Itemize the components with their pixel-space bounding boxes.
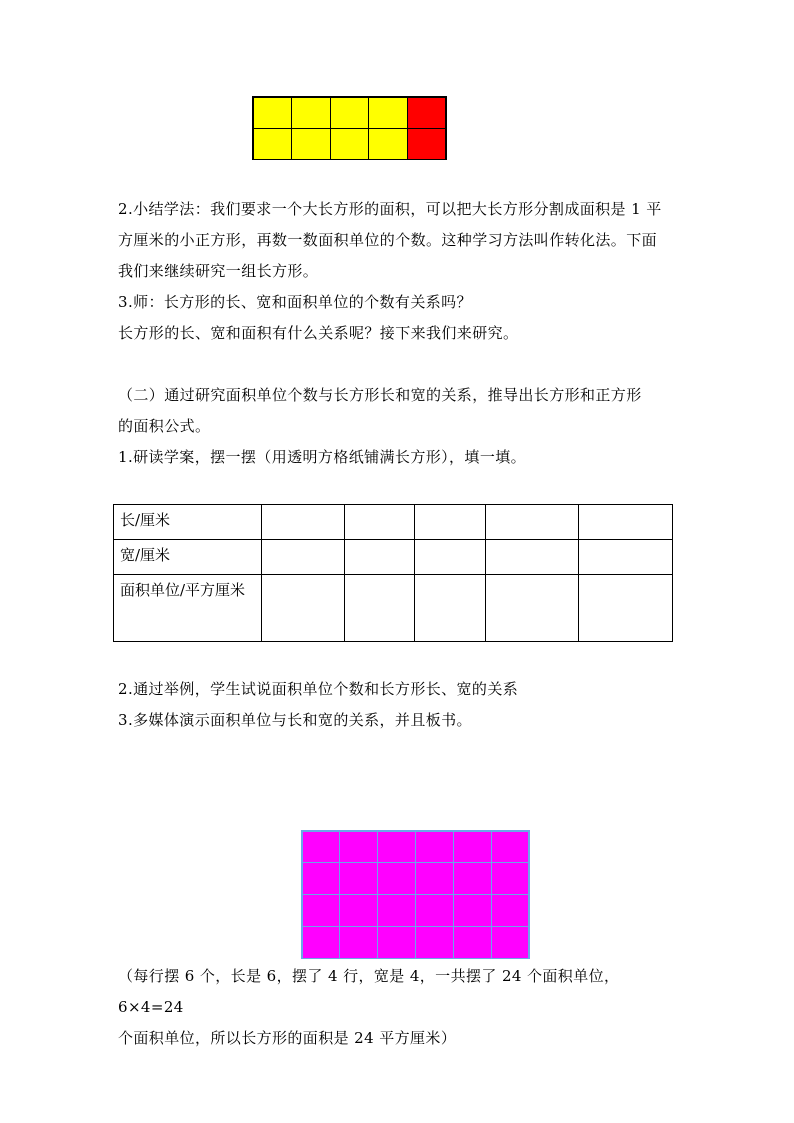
table-cell[interactable]	[344, 575, 415, 642]
magenta-unit-square	[491, 894, 530, 927]
magenta-unit-square	[415, 894, 454, 927]
table-cell[interactable]	[415, 540, 486, 575]
yellow-unit-square	[330, 128, 370, 160]
yellow-unit-square	[291, 128, 331, 160]
table-row-length	[114, 505, 673, 540]
magenta-unit-square	[377, 862, 416, 895]
table-cell[interactable]	[261, 540, 344, 575]
summary-line-3: 我们来继续研究一组长方形。	[118, 262, 319, 280]
caption-block	[118, 961, 678, 1054]
yellow-unit-square	[291, 97, 331, 129]
table-cell[interactable]	[486, 575, 579, 642]
summary-line-1: 2.小结学法：我们要求一个大长方形的面积，可以把大长方形分割成面积是 1 平	[118, 200, 662, 218]
table-cell[interactable]	[579, 505, 673, 540]
magenta-unit-square	[339, 862, 378, 895]
magenta-unit-square	[453, 862, 492, 895]
magenta-unit-square	[453, 894, 492, 927]
section-three-line-1: 2.通过举例，学生试说面积单位个数和长方形长、宽的关系	[118, 680, 519, 698]
magenta-unit-square	[453, 831, 492, 864]
table-row-area	[114, 575, 673, 642]
summary-line-2: 方厘米的小正方形，再数一数面积单位的个数。这种学习方法叫作转化法。下面	[118, 231, 658, 249]
red-unit-square	[407, 97, 447, 129]
row-label-area: 面积单位/平方厘米	[114, 575, 262, 642]
section-two-block	[118, 380, 678, 473]
magenta-unit-square	[302, 926, 341, 959]
caption-line-2: 个面积单位，所以长方形的面积是 24 平方厘米）	[118, 1029, 457, 1047]
magenta-unit-square	[377, 894, 416, 927]
yellow-red-unit-grid	[252, 96, 447, 160]
table-cell[interactable]	[344, 540, 415, 575]
yellow-unit-square	[368, 97, 408, 129]
yellow-unit-square	[330, 97, 370, 129]
magenta-unit-square	[415, 831, 454, 864]
magenta-unit-grid	[301, 830, 530, 959]
table-cell[interactable]	[579, 540, 673, 575]
magenta-unit-square	[302, 862, 341, 895]
magenta-unit-square	[339, 926, 378, 959]
caption-line-1: （每行摆 6 个，长是 6，摆了 4 行，宽是 4，一共摆了 24 个面积单位，6×4=24	[118, 967, 620, 1016]
section-two-line-2: 的面积公式。	[118, 417, 211, 435]
length-width-area-table	[113, 504, 673, 642]
table-cell[interactable]	[486, 505, 579, 540]
magenta-unit-square	[339, 831, 378, 864]
section-two-line-1: （二）通过研究面积单位个数与长方形长和宽的关系，推导出长方形和正方形	[118, 386, 642, 404]
magenta-unit-square	[491, 862, 530, 895]
summary-line-5: 长方形的长、宽和面积有什么关系呢？接下来我们来研究。	[118, 324, 519, 342]
magenta-unit-square	[491, 926, 530, 959]
table-row-width	[114, 540, 673, 575]
table-cell[interactable]	[415, 575, 486, 642]
magenta-unit-square	[415, 862, 454, 895]
row-label-length: 长/厘米	[114, 505, 262, 540]
summary-line-4: 3.师：长方形的长、宽和面积单位的个数有关系吗？	[118, 293, 472, 311]
yellow-unit-square	[368, 128, 408, 160]
magenta-unit-square	[453, 926, 492, 959]
row-label-width: 宽/厘米	[114, 540, 262, 575]
table-cell[interactable]	[261, 575, 344, 642]
magenta-unit-square	[415, 926, 454, 959]
magenta-unit-square	[377, 926, 416, 959]
magenta-unit-square	[302, 831, 341, 864]
yellow-unit-square	[253, 97, 293, 129]
table-cell[interactable]	[579, 575, 673, 642]
magenta-unit-square	[302, 894, 341, 927]
summary-block	[118, 194, 678, 349]
table-cell[interactable]	[486, 540, 579, 575]
yellow-unit-square	[253, 128, 293, 160]
magenta-unit-square	[491, 831, 530, 864]
table-cell[interactable]	[344, 505, 415, 540]
red-unit-square	[407, 128, 447, 160]
table-cell[interactable]	[415, 505, 486, 540]
section-three-line-2: 3.多媒体演示面积单位与长和宽的关系，并且板书。	[118, 711, 472, 729]
section-three-block	[118, 674, 678, 736]
magenta-unit-square	[377, 831, 416, 864]
table-cell[interactable]	[261, 505, 344, 540]
magenta-unit-square	[339, 894, 378, 927]
section-two-line-3: 1.研读学案，摆一摆（用透明方格纸铺满长方形），填一填。	[118, 448, 527, 466]
